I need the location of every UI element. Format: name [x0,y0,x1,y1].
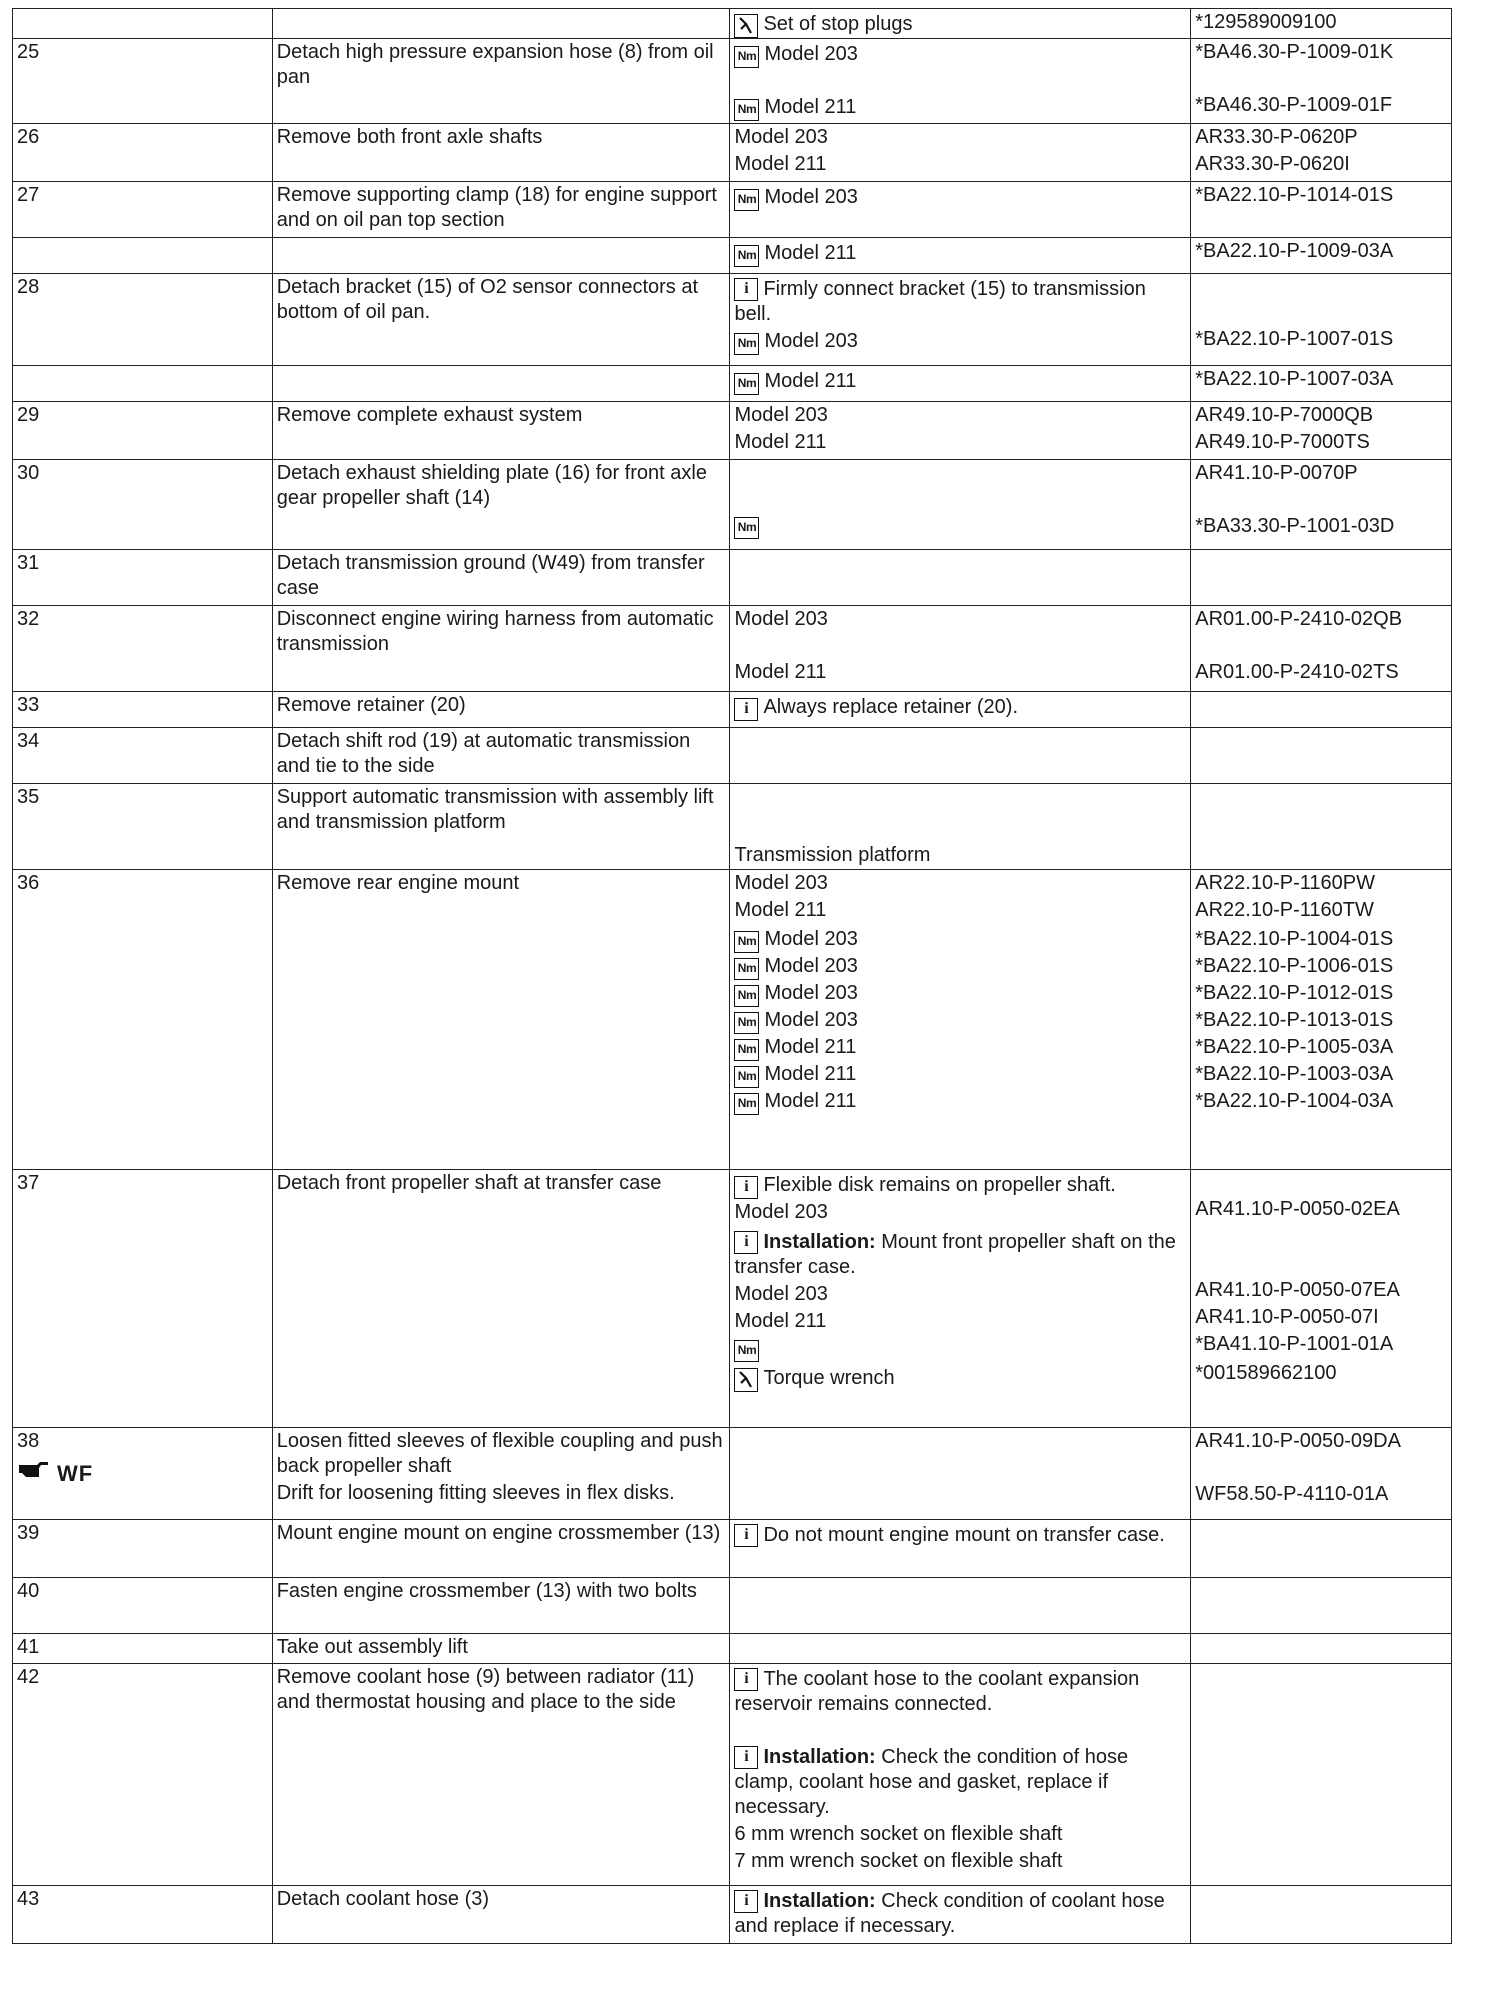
torque-icon: Nm [734,985,759,1007]
note-text: Check condition of coolant hose and replace if necessary. [734,1890,1165,1937]
description-cell [272,550,730,606]
step-number: 42 [17,1666,40,1688]
info-icon: i [734,1176,758,1199]
step-number: 28 [17,276,40,298]
installation-label: Installation: [763,1746,876,1768]
step-description: Detach exhaust shielding plate (16) for front axle gear propeller shaft (14) [276,462,707,509]
step-cell [13,606,273,692]
document-link[interactable]: AR33.30-P-0620I [1195,153,1350,175]
step-description: Detach transmission ground (W49) from transfer case [276,552,705,599]
document-link[interactable]: AR41.10-P-0050-09DA [1195,1430,1401,1452]
step-cell [13,1634,273,1664]
part-number[interactable]: *129589009100 [1195,11,1337,33]
document-link[interactable]: AR33.30-P-0620P [1195,126,1358,148]
description-cell [272,606,730,692]
step-description: Remove rear engine mount [276,872,520,894]
reference-cell [730,9,1191,39]
step-number: 32 [17,608,40,630]
step-description: Support automatic transmission with assembly lift and transmission platform [276,786,714,833]
document-cell [1191,1428,1452,1520]
step-cell [13,39,273,124]
reference-cell [730,728,1191,784]
model-label: Model 211 [734,431,827,453]
document-cell [1191,182,1452,238]
reference-cell [730,274,1191,366]
table-row [13,606,1452,692]
table-row [13,274,1452,366]
step-cell [13,1578,273,1634]
document-cell [1191,1578,1452,1634]
reference-cell [730,606,1191,692]
step-description: Detach coolant hose (3) [276,1888,490,1910]
wf-description: Drift for loosening fitting sleeves in flex disks. [276,1482,675,1504]
step-number: 43 [17,1888,40,1910]
step-cell [13,1170,273,1428]
document-cell [1191,728,1452,784]
description-cell [272,39,730,124]
description-cell [272,1428,730,1520]
torque-icon: Nm [734,46,759,68]
description-cell [272,1664,730,1886]
tool-icon [734,1368,758,1392]
reference-cell [730,692,1191,728]
note-text: Always replace retainer (20). [763,696,1019,718]
reference-cell [730,870,1191,1170]
description-cell [272,1886,730,1944]
table-row [13,692,1452,728]
step-cell [13,182,273,238]
document-cell [1191,692,1452,728]
torque-icon: Nm [734,1066,759,1088]
document-link[interactable]: *BA22.10-P-1006-01S [1195,955,1394,977]
table-row [13,39,1452,124]
model-label: Model 211 [734,899,827,921]
note-text: Firmly connect bracket (15) to transmission bell. [734,278,1146,325]
document-link[interactable]: AR22.10-P-1160PW [1195,872,1375,894]
document-cell [1191,550,1452,606]
document-cell [1191,870,1452,1170]
document-cell [1191,1886,1452,1944]
description-cell [272,784,730,870]
reference-cell [730,39,1191,124]
torque-icon: Nm [734,373,759,395]
description-cell [272,366,730,402]
part-number[interactable]: *001589662100 [1195,1362,1337,1384]
document-link[interactable]: *BA46.30-P-1009-01F [1195,94,1393,116]
table-row [13,1578,1452,1634]
document-link[interactable]: AR22.10-P-1160TW [1195,899,1374,921]
step-number: 31 [17,552,40,574]
step-description: Remove both front axle shafts [276,126,543,148]
reference-cell [730,182,1191,238]
model-label: Model 211 [764,96,857,118]
step-description: Remove retainer (20) [276,694,466,716]
table-row [13,1634,1452,1664]
step-description: Fasten engine crossmember (13) with two bolts [276,1580,697,1602]
table-row [13,1170,1452,1428]
step-cell [13,784,273,870]
info-icon: i [734,1890,758,1913]
torque-icon: Nm [734,333,759,355]
step-number: 39 [17,1522,40,1544]
tool-reference: Transmission platform [734,844,931,866]
document-cell [1191,274,1452,366]
model-label: Model 203 [764,330,858,352]
document-link[interactable]: *BA22.10-P-1004-03A [1195,1090,1394,1112]
document-cell [1191,9,1452,39]
step-number: 33 [17,694,40,716]
reference-cell [730,124,1191,182]
model-label: Model 203 [764,43,858,65]
tool-label: Torque wrench [763,1367,895,1389]
table-row [13,1886,1452,1944]
step-description: Take out assembly lift [276,1636,468,1658]
description-cell [272,402,730,460]
step-cell [13,274,273,366]
info-icon: i [734,698,758,721]
document-link[interactable]: WF58.50-P-4110-01A [1195,1483,1389,1505]
info-icon: i [734,1524,758,1547]
model-label: Model 203 [734,1283,828,1305]
table-row [13,1664,1452,1886]
note-text: Check the condition of hose clamp, coolant hose and gasket, replace if necessary. [734,1746,1129,1818]
table-row [13,728,1452,784]
document-link[interactable]: *BA41.10-P-1001-01A [1195,1333,1394,1355]
document-link[interactable]: AR41.10-P-0050-02EA [1195,1198,1400,1220]
model-label: Model 211 [764,370,857,392]
description-cell [272,728,730,784]
step-cell [13,550,273,606]
torque-icon: Nm [734,1012,759,1034]
description-cell [272,274,730,366]
document-cell [1191,1634,1452,1664]
step-number: 40 [17,1580,40,1602]
step-description: Disconnect engine wiring harness from automatic transmission [276,608,714,655]
torque-icon: Nm [734,99,759,121]
document-link[interactable]: *BA22.10-P-1013-01S [1195,1009,1394,1031]
reference-cell [730,1170,1191,1428]
step-cell [13,402,273,460]
torque-icon: Nm [734,931,759,953]
reference-cell [730,366,1191,402]
step-cell [13,9,273,39]
model-label: Model 211 [764,1063,857,1085]
torque-icon: Nm [734,1340,759,1362]
reference-cell [730,1578,1191,1634]
document-link[interactable]: AR01.00-P-2410-02TS [1195,661,1399,683]
table-row [13,366,1452,402]
description-cell [272,1520,730,1578]
description-cell [272,1578,730,1634]
document-link[interactable]: *BA22.10-P-1007-03A [1195,368,1394,390]
description-cell [272,460,730,550]
document-link[interactable]: AR49.10-P-7000QB [1195,404,1374,426]
document-link[interactable]: *BA22.10-P-1003-03A [1195,1063,1394,1085]
note-text: The coolant hose to the coolant expansion reservoir remains connected. [734,1668,1140,1715]
document-cell [1191,784,1452,870]
torque-icon: Nm [734,958,759,980]
step-description: Remove complete exhaust system [276,404,583,426]
model-label: Model 203 [764,982,858,1004]
step-number: 25 [17,41,40,63]
table-row [13,124,1452,182]
info-icon: i [734,278,758,301]
model-label: Model 203 [734,126,828,148]
step-description: Detach high pressure expansion hose (8) from oil pan [276,41,714,88]
step-description: Detach front propeller shaft at transfer case [276,1172,662,1194]
info-icon: i [734,1746,758,1769]
description-cell [272,1634,730,1664]
wf-label: WF [57,1460,94,1486]
document-link[interactable]: AR41.10-P-0050-07EA [1195,1279,1400,1301]
model-label: Model 203 [734,608,828,630]
step-number: 36 [17,872,40,894]
description-cell [272,692,730,728]
model-label: Model 211 [734,1310,827,1332]
model-label: Model 211 [764,1090,857,1112]
note-text: Mount front propeller shaft on the transfer case. [734,1231,1176,1278]
model-label: Model 203 [764,1009,858,1031]
document-link[interactable]: *BA22.10-P-1014-01S [1195,184,1394,206]
step-cell [13,870,273,1170]
step-description: Mount engine mount on engine crossmember (13) [276,1522,721,1544]
document-cell [1191,238,1452,274]
step-description: Loosen fitted sleeves of flexible coupling and push back propeller shaft [276,1430,723,1477]
model-label: Model 203 [734,404,828,426]
table-row [13,1520,1452,1578]
model-label: Model 203 [764,955,858,977]
table-row [13,784,1452,870]
step-cell [13,124,273,182]
document-link[interactable]: *BA22.10-P-1012-01S [1195,982,1394,1004]
table-row [13,550,1452,606]
document-cell [1191,124,1452,182]
reference-cell [730,550,1191,606]
step-number: 30 [17,462,40,484]
document-link[interactable]: AR41.10-P-0070P [1195,462,1358,484]
torque-icon: Nm [734,1093,759,1115]
pointing-hand-icon [17,1459,51,1487]
document-link[interactable]: *BA46.30-P-1009-01K [1195,41,1394,63]
description-cell [272,870,730,1170]
table-row [13,402,1452,460]
document-cell [1191,460,1452,550]
step-cell [13,1428,273,1520]
document-cell [1191,39,1452,124]
step-cell [13,1520,273,1578]
step-description: Detach shift rod (19) at automatic transmission and tie to the side [276,730,691,777]
description-cell [272,124,730,182]
procedure-table [12,8,1452,1944]
reference-cell [730,1664,1191,1886]
installation-label: Installation: [763,1890,876,1912]
document-link[interactable]: AR49.10-P-7000TS [1195,431,1370,453]
step-number: 38 [17,1430,40,1452]
table-row [13,182,1452,238]
reference-cell [730,1428,1191,1520]
reference-cell [730,460,1191,550]
torque-icon: Nm [734,517,759,539]
model-label: Model 203 [734,872,828,894]
tool-label: Set of stop plugs [763,13,913,35]
document-link[interactable]: *BA22.10-P-1005-03A [1195,1036,1394,1058]
document-cell [1191,1664,1452,1886]
step-number: 37 [17,1172,40,1194]
reference-cell [730,784,1191,870]
document-cell [1191,1520,1452,1578]
description-cell [272,182,730,238]
reference-cell [730,1520,1191,1578]
torque-icon: Nm [734,1039,759,1061]
tool-reference: 7 mm wrench socket on flexible shaft [734,1850,1063,1872]
description-cell [272,1170,730,1428]
table-row [13,870,1452,1170]
document-cell [1191,366,1452,402]
model-label: Model 211 [764,1036,857,1058]
document-link[interactable]: *BA33.30-P-1001-03D [1195,515,1395,537]
note-text: Do not mount engine mount on transfer case. [763,1524,1165,1546]
description-cell [272,9,730,39]
step-cell [13,1886,273,1944]
document-link[interactable]: *BA22.10-P-1009-03A [1195,240,1394,262]
reference-cell [730,1886,1191,1944]
table-row [13,238,1452,274]
table-row [13,9,1452,39]
description-cell [272,238,730,274]
torque-icon: Nm [734,245,759,267]
procedure-table-container [12,8,1452,1944]
step-cell [13,460,273,550]
step-description: Detach bracket (15) of O2 sensor connectors at bottom of oil pan. [276,276,699,323]
table-row [13,460,1452,550]
step-description: Remove coolant hose (9) between radiator (11) and thermostat housing and place to the side [276,1666,695,1713]
step-description: Remove supporting clamp (18) for engine support and on oil pan top section [276,184,717,231]
step-cell [13,238,273,274]
step-number: 26 [17,126,40,148]
model-label: Model 203 [764,928,858,950]
document-link[interactable]: *BA22.10-P-1004-01S [1195,928,1394,950]
torque-icon: Nm [734,189,759,211]
model-label: Model 211 [764,242,857,264]
step-cell [13,366,273,402]
document-link[interactable]: *BA22.10-P-1007-01S [1195,328,1394,350]
model-label: Model 211 [734,153,827,175]
step-number: 29 [17,404,40,426]
model-label: Model 211 [734,661,827,683]
document-cell [1191,606,1452,692]
document-link[interactable]: AR41.10-P-0050-07I [1195,1306,1379,1328]
tool-icon [734,14,758,38]
document-cell [1191,402,1452,460]
table-row [13,1428,1452,1520]
step-cell [13,692,273,728]
reference-cell [730,1634,1191,1664]
model-label: Model 203 [734,1201,828,1223]
model-label: Model 203 [764,186,858,208]
document-link[interactable]: AR01.00-P-2410-02QB [1195,608,1403,630]
step-cell [13,728,273,784]
info-icon: i [734,1231,758,1254]
step-number: 34 [17,730,40,752]
note-text: Flexible disk remains on propeller shaft. [763,1174,1116,1196]
step-number: 27 [17,184,40,206]
reference-cell [730,402,1191,460]
info-icon: i [734,1668,758,1691]
document-cell [1191,1170,1452,1428]
step-number: 35 [17,786,40,808]
reference-cell [730,238,1191,274]
step-cell [13,1664,273,1886]
tool-reference: 6 mm wrench socket on flexible shaft [734,1823,1063,1845]
step-number: 41 [17,1636,40,1658]
installation-label: Installation: [763,1231,876,1253]
